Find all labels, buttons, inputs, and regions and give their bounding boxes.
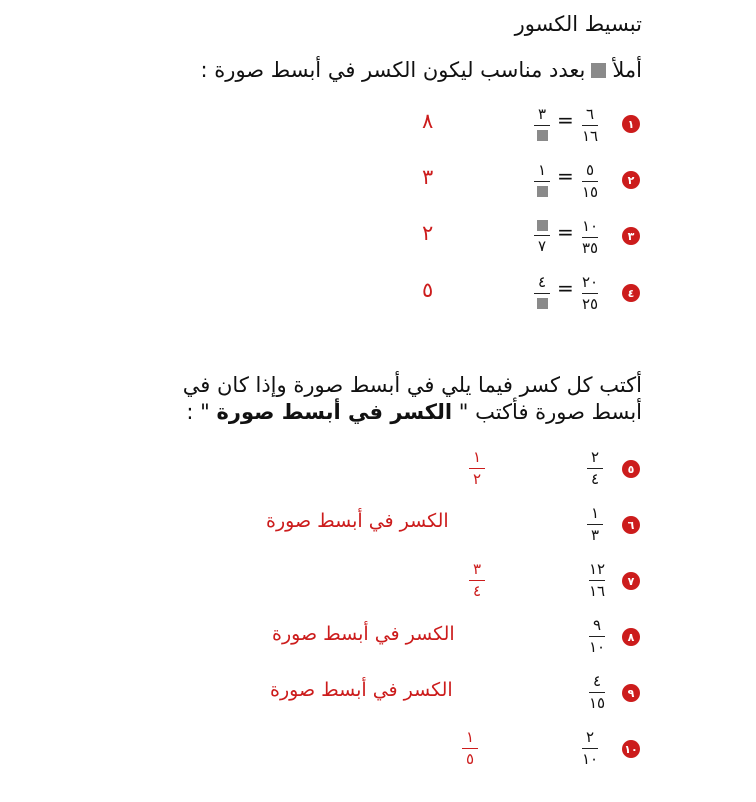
answer-text: الكسر في أبسط صورة: [272, 623, 455, 645]
fraction-bar: [534, 181, 550, 182]
given-fraction: [583, 450, 607, 487]
part2-line2-bold: الكسر في أبسط صورة: [216, 400, 453, 424]
question-number-badge: ٨: [622, 628, 640, 646]
fraction-bar: [582, 181, 598, 182]
numerator: ٢: [585, 728, 595, 746]
fraction-bar: [587, 468, 603, 469]
target-fraction: [530, 163, 554, 198]
question-number-badge: ٧: [622, 572, 640, 590]
equals-sign: =: [557, 220, 574, 244]
fraction-bar: [589, 692, 605, 693]
denominator: ١٠: [588, 638, 606, 656]
given-fraction: [578, 107, 602, 144]
numerator: ٣: [472, 560, 482, 578]
given-fraction: [583, 506, 607, 543]
numerator: ٢: [590, 448, 600, 466]
denominator: ٤: [472, 582, 482, 600]
fraction-bar: [582, 237, 598, 238]
blank-square-icon: [591, 63, 606, 78]
blank-square-icon: [537, 186, 548, 197]
denominator: ٧: [537, 237, 547, 255]
fraction-bar: [582, 125, 598, 126]
question-number-badge: ١٠: [622, 740, 640, 758]
denominator: ١٠: [581, 750, 599, 768]
question-number-badge: ٩: [622, 684, 640, 702]
numerator: ٣: [537, 105, 547, 123]
answer: ٨: [422, 109, 434, 133]
page-title: تبسيط الكسور: [514, 12, 642, 36]
fraction-bar: [534, 125, 550, 126]
numerator: ١: [537, 161, 547, 179]
question-number-badge: ٤: [622, 284, 640, 302]
given-fraction: [585, 674, 609, 711]
equals-sign: =: [557, 108, 574, 132]
numerator: ٩: [592, 616, 602, 634]
denominator: ١٥: [581, 183, 599, 201]
given-fraction: [578, 275, 602, 312]
fraction-bar: [582, 748, 598, 749]
question-number-badge: ٣: [622, 227, 640, 245]
part2-line2-end: " :: [186, 400, 210, 424]
fraction-bar: [534, 293, 550, 294]
denominator: ٣٥: [581, 239, 599, 257]
fraction-bar: [462, 748, 478, 749]
fraction-bar: [469, 468, 485, 469]
numerator: ٢٠: [581, 273, 599, 291]
numerator: ٥: [585, 161, 595, 179]
fraction-bar: [589, 580, 605, 581]
question-number-badge: ١: [622, 115, 640, 133]
target-fraction: [530, 275, 554, 310]
answer: ٥: [422, 278, 434, 302]
denominator: ١٥: [588, 694, 606, 712]
part2-line1: أكتب كل كسر فيما يلي في أبسط صورة وإذا كان في: [182, 373, 642, 397]
denominator: ٢٥: [581, 295, 599, 313]
fraction-bar: [582, 293, 598, 294]
given-fraction: [578, 730, 602, 767]
part2-line2-start: أبسط صورة فأكتب ": [458, 400, 642, 424]
denominator: ٢: [472, 470, 482, 488]
numerator: ٤: [537, 273, 547, 291]
answer-fraction: [458, 730, 482, 767]
part2-instructions: [142, 372, 642, 426]
answer-fraction: [465, 562, 489, 599]
target-fraction: [530, 107, 554, 142]
fraction-bar: [589, 636, 605, 637]
denominator: ٤: [590, 470, 600, 488]
numerator: ١٠: [581, 217, 599, 235]
numerator: ١٢: [588, 560, 606, 578]
answer-fraction: [465, 450, 489, 487]
question-number-badge: ٦: [622, 516, 640, 534]
blank-square-icon: [537, 130, 548, 141]
denominator: ١٦: [588, 582, 606, 600]
equals-sign: =: [557, 276, 574, 300]
denominator: ٣: [590, 526, 600, 544]
numerator: ١: [472, 448, 482, 466]
given-fraction: [578, 219, 602, 256]
denominator: ١٦: [581, 127, 599, 145]
given-fraction: [585, 562, 609, 599]
question-number-badge: ٢: [622, 171, 640, 189]
fraction-bar: [469, 580, 485, 581]
instruction: [201, 58, 642, 82]
fraction-bar: [534, 235, 550, 236]
given-fraction: [585, 618, 609, 655]
instruction-before: أملأ: [612, 58, 642, 82]
blank-square-icon: [537, 220, 548, 231]
part2-line2: [142, 399, 642, 426]
given-fraction: [578, 163, 602, 200]
numerator: ٦: [585, 105, 595, 123]
question-number-badge: ٥: [622, 460, 640, 478]
answer-text: الكسر في أبسط صورة: [270, 679, 453, 701]
instruction-after: بعدد مناسب ليكون الكسر في أبسط صورة :: [200, 58, 586, 82]
target-fraction: [530, 219, 554, 254]
answer: ٣: [422, 165, 434, 189]
numerator: ٤: [592, 672, 602, 690]
denominator: ٥: [465, 750, 475, 768]
numerator: ١: [590, 504, 600, 522]
fraction-bar: [587, 524, 603, 525]
numerator: ١: [465, 728, 475, 746]
answer-text: الكسر في أبسط صورة: [266, 510, 449, 532]
equals-sign: =: [557, 164, 574, 188]
answer: ٢: [422, 221, 434, 245]
blank-square-icon: [537, 298, 548, 309]
